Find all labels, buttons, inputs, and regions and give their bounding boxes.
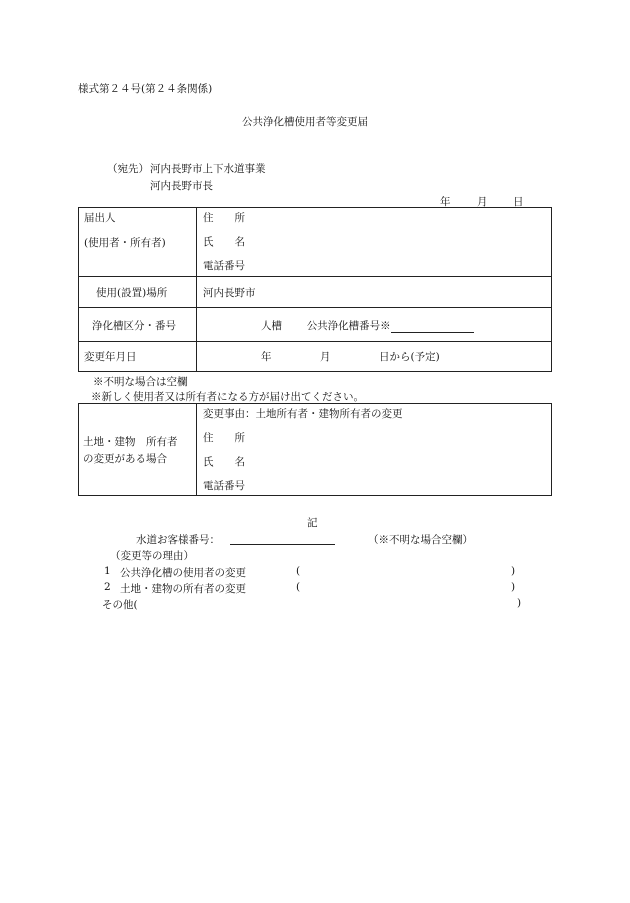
owner-change-label-line2: の変更がある場合 <box>83 452 167 465</box>
change-date-label: 変更年月日 <box>84 351 137 363</box>
change-year-label: 年 <box>261 351 272 363</box>
owner-change-label-cell <box>79 404 197 496</box>
note-unknown-blank: ※不明な場合は空欄 <box>93 376 188 388</box>
reason-heading: （変更等の理由） <box>110 550 194 562</box>
change-date-value-cell[interactable] <box>197 342 552 372</box>
owner-change-info-cell[interactable] <box>197 404 552 496</box>
owner-address-label: 住 所 <box>203 432 245 444</box>
customer-number-label: 水道お客様番号： <box>136 534 220 546</box>
change-day-label: 日から(予定) <box>379 351 440 363</box>
tank-label-cell <box>79 308 197 342</box>
applicant-info-cell[interactable] <box>197 208 552 277</box>
applicant-label-cell <box>79 208 197 277</box>
tank-label: 浄化槽区分・番号 <box>92 320 176 332</box>
location-label-cell <box>79 277 197 308</box>
owner-name-label: 氏 名 <box>203 456 245 468</box>
change-month-label: 月 <box>320 351 331 363</box>
location-value: 河内長野市 <box>203 287 256 299</box>
owner-change-label-line1: 土地・建物 所有者 <box>83 435 178 448</box>
tank-number-field[interactable] <box>391 320 474 333</box>
reason-1-open-paren: ( <box>296 565 301 577</box>
customer-number-field[interactable] <box>230 532 335 545</box>
date-month-label: 月 <box>477 196 488 208</box>
reason-2-text: 土地・建物の所有者の変更 <box>120 583 246 595</box>
document-title: 公共浄化槽使用者等変更届 <box>242 116 368 128</box>
tank-people-label: 人槽 <box>261 320 282 332</box>
addressee-line1: 河内長野市上下水道事業 <box>150 163 266 175</box>
date-year-label: 年 <box>440 196 451 208</box>
change-reason: 変更事由：土地所有者・建物所有者の変更 <box>203 408 403 420</box>
reason-other-close-paren: ) <box>517 597 522 609</box>
reason-other-text: その他( <box>102 599 138 611</box>
owner-phone-label: 電話番号 <box>203 480 245 492</box>
location-value-cell[interactable] <box>197 277 552 308</box>
tank-number-label: 公共浄化槽番号※ <box>306 320 391 332</box>
location-label: 使用(設置)場所 <box>96 287 168 299</box>
form-number: 様式第２４号(第２４条関係) <box>78 83 213 95</box>
reason-1-close-paren: ) <box>511 565 516 577</box>
reason-2-close-paren: ) <box>511 581 516 593</box>
reason-1-number: 1 <box>104 565 111 577</box>
change-date-label-cell <box>79 342 197 372</box>
ki-heading: 記 <box>307 517 318 529</box>
owner-change-table <box>78 403 552 496</box>
date-day-label: 日 <box>513 196 524 208</box>
addressee-label: （宛先） <box>107 163 149 175</box>
reason-1-text: 公共浄化槽の使用者の変更 <box>120 567 246 579</box>
tank-value-cell[interactable] <box>197 308 552 342</box>
addressee-line2: 河内長野市長 <box>150 180 213 192</box>
reason-2-open-paren: ( <box>296 581 301 593</box>
customer-number-note: （※不明な場合空欄） <box>368 534 473 546</box>
note-new-user: ※新しく使用者又は所有者になる方が届け出てください。 <box>91 391 364 403</box>
name-label: 氏 名 <box>203 236 245 248</box>
applicant-table <box>78 207 552 372</box>
address-label: 住 所 <box>203 212 245 224</box>
applicant-label: 届出人 <box>84 212 116 224</box>
phone-label: 電話番号 <box>203 260 245 272</box>
applicant-sublabel: (使用者・所有者) <box>84 237 166 249</box>
reason-2-number: 2 <box>104 581 111 593</box>
